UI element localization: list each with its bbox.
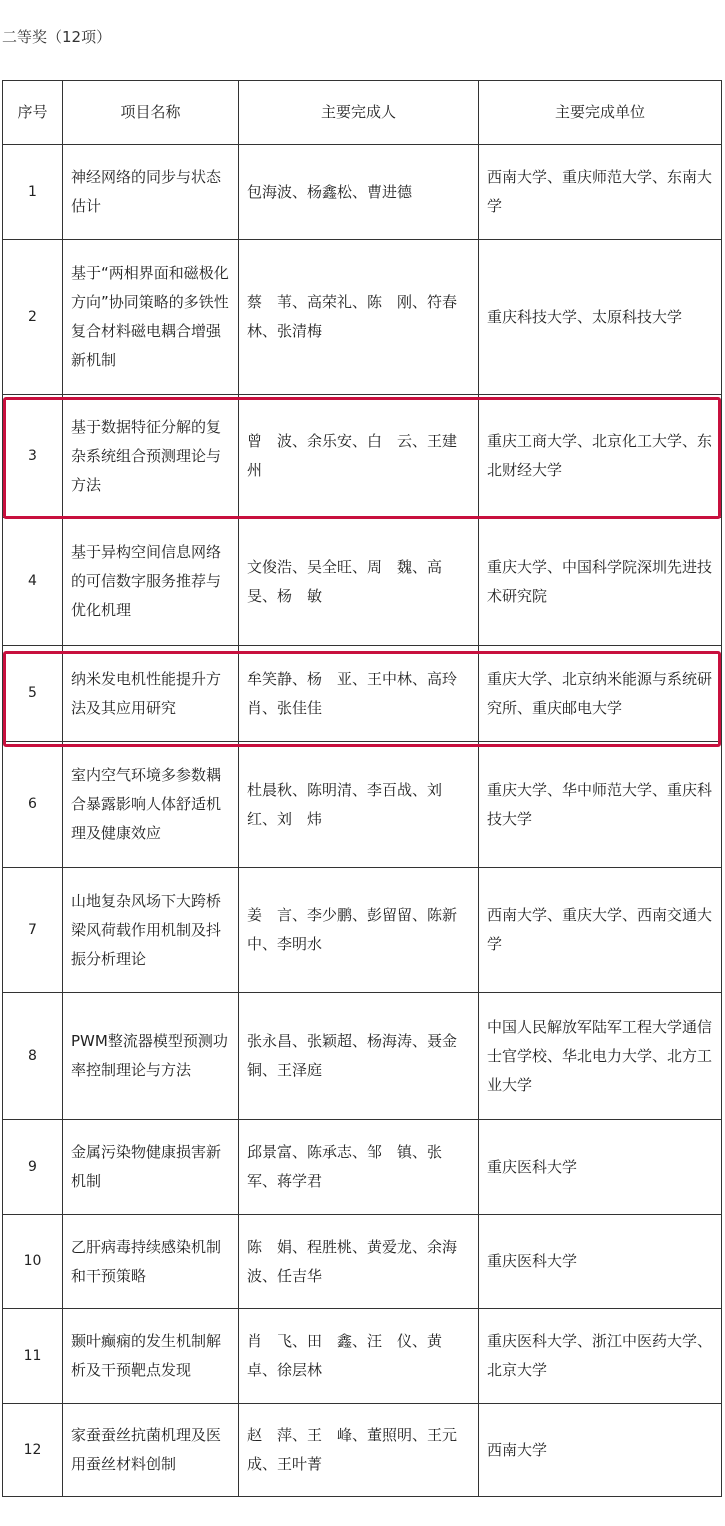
project-name: 基于“两相界面和磁极化方向”协同策略的多铁性复合材料磁电耦合增强新机制: [63, 240, 239, 395]
project-name: PWM整流器模型预测功率控制理论与方法: [63, 993, 239, 1120]
row-number: 11: [3, 1309, 63, 1404]
row-number: 12: [3, 1404, 63, 1497]
main-persons: 张永昌、张颖超、杨海涛、聂金铜、王泽庭: [239, 993, 479, 1120]
main-units: 重庆医科大学: [479, 1215, 722, 1309]
row-number: 9: [3, 1120, 63, 1215]
main-units: 西南大学、重庆大学、西南交通大学: [479, 868, 722, 993]
main-units: 西南大学、重庆师范大学、东南大学: [479, 145, 722, 240]
main-persons: 牟笑静、杨 亚、王中林、高玲肖、张佳佳: [239, 646, 479, 742]
main-persons: 姜 言、李少鹏、彭留留、陈新中、李明水: [239, 868, 479, 993]
project-name: 山地复杂风场下大跨桥梁风荷载作用机制及抖振分析理论: [63, 868, 239, 993]
main-persons: 包海波、杨鑫松、曹进德: [239, 145, 479, 240]
main-units: 重庆科技大学、太原科技大学: [479, 240, 722, 395]
main-persons: 肖 飞、田 鑫、汪 仪、黄 卓、徐层林: [239, 1309, 479, 1404]
main-persons: 蔡 苇、高荣礼、陈 刚、符春林、张清梅: [239, 240, 479, 395]
main-persons: 曾 波、余乐安、白 云、王建州: [239, 395, 479, 518]
row-number: 10: [3, 1215, 63, 1309]
project-name: 颞叶癫痫的发生机制解析及干预靶点发现: [63, 1309, 239, 1404]
row-number: 4: [3, 518, 63, 646]
main-persons: 文俊浩、吴全旺、周 魏、高 旻、杨 敏: [239, 518, 479, 646]
row-number: 1: [3, 145, 63, 240]
main-persons: 赵 萍、王 峰、董照明、王元成、王叶菁: [239, 1404, 479, 1497]
project-name: 纳米发电机性能提升方法及其应用研究: [63, 646, 239, 742]
main-units: 重庆医科大学、浙江中医药大学、北京大学: [479, 1309, 722, 1404]
table-row: [3, 646, 722, 742]
table-header-row: [3, 81, 722, 145]
project-name: 金属污染物健康损害新机制: [63, 1120, 239, 1215]
awards-table: [2, 80, 722, 1497]
table-row: [3, 742, 722, 868]
column-header-no: 序号: [3, 81, 63, 145]
column-header-project: 项目名称: [63, 81, 239, 145]
table-row: [3, 993, 722, 1120]
main-units: 中国人民解放军陆军工程大学通信士官学校、华北电力大学、北方工业大学: [479, 993, 722, 1120]
project-name: 室内空气环境多参数耦合暴露影响人体舒适机理及健康效应: [63, 742, 239, 868]
project-name: 基于数据特征分解的复杂系统组合预测理论与方法: [63, 395, 239, 518]
project-name: 神经网络的同步与状态估计: [63, 145, 239, 240]
row-number: 7: [3, 868, 63, 993]
table-row: [3, 1215, 722, 1309]
table-row: [3, 145, 722, 240]
column-header-units: 主要完成单位: [479, 81, 722, 145]
table-row: [3, 240, 722, 395]
table-row: [3, 1309, 722, 1404]
main-units: 重庆大学、北京纳米能源与系统研究所、重庆邮电大学: [479, 646, 722, 742]
main-units: 重庆大学、中国科学院深圳先进技术研究院: [479, 518, 722, 646]
main-units: 西南大学: [479, 1404, 722, 1497]
table-row: [3, 1404, 722, 1497]
row-number: 8: [3, 993, 63, 1120]
main-persons: 杜晨秋、陈明清、李百战、刘 红、刘 炜: [239, 742, 479, 868]
column-header-persons: 主要完成人: [239, 81, 479, 145]
main-persons: 陈 娟、程胜桃、黄爱龙、余海波、任吉华: [239, 1215, 479, 1309]
project-name: 基于异构空间信息网络的可信数字服务推荐与优化机理: [63, 518, 239, 646]
row-number: 3: [3, 395, 63, 518]
row-number: 2: [3, 240, 63, 395]
project-name: 家蚕蚕丝抗菌机理及医用蚕丝材料创制: [63, 1404, 239, 1497]
main-units: 重庆医科大学: [479, 1120, 722, 1215]
section-heading: 二等奖（12项）: [2, 28, 112, 46]
project-name: 乙肝病毒持续感染机制和干预策略: [63, 1215, 239, 1309]
row-number: 5: [3, 646, 63, 742]
main-units: 重庆大学、华中师范大学、重庆科技大学: [479, 742, 722, 868]
table-row: [3, 518, 722, 646]
row-number: 6: [3, 742, 63, 868]
main-persons: 邱景富、陈承志、邹 镇、张 军、蒋学君: [239, 1120, 479, 1215]
table-row: [3, 395, 722, 518]
main-units: 重庆工商大学、北京化工大学、东北财经大学: [479, 395, 722, 518]
table-row: [3, 868, 722, 993]
table-row: [3, 1120, 722, 1215]
